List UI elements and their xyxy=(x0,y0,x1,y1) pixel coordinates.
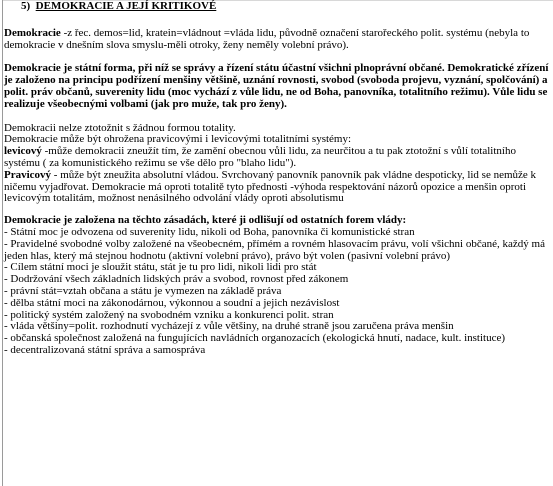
heading-number: 5) xyxy=(21,0,31,12)
principles-lead: Demokracie je založena na těchto zásadách, které ji odlišují od ostatních forem vlády: xyxy=(4,214,407,227)
totality-line-2: Demokracie může být ohrožena pravicovými i levicovými totalitními systémy: xyxy=(4,133,352,146)
section-heading xyxy=(21,1,551,13)
right-wing-text: - může být zneužita absolutní vládou. Svrchovaný panovník panovník pak vládne despoticky, lid se nemůže k ničemu vyjadřovat. Demokracie má oproti totalitě tyto přednosti -výhoda respektování názorů opozice a menšin oproti levicovým totalitám, možnost nenásilného odvolání vlády oproti absolutismu xyxy=(4,168,537,205)
definition-paragraph xyxy=(4,28,551,52)
totality-section xyxy=(4,123,551,206)
principle-item: - Pravidelné svobodné volby založené na všeobecném, přímém a rovném hlasovacím právu, volí všichni občané, každý má jeden hlas, který má stejnou hodnotu (aktivní volební právo), právo být volen (pasivní volební právo) xyxy=(4,237,545,262)
totality-line-1: Demokracii nelze ztotožnit s žádnou formou totality. xyxy=(4,121,236,134)
document-body xyxy=(4,1,551,357)
principle-item: - decentralizovaná státní správa a samospráva xyxy=(4,343,206,356)
principle-item: - Státní moc je odvozena od suverenity lidu, nikoli od Boha, panovníka či komunistické stran xyxy=(4,225,415,238)
principle-item: - Dodržování všech základních lidských práv a svobod, rovnost před zákonem xyxy=(4,273,349,286)
principle-item: - Cílem státní moci je sloužit státu, stát je tu pro lidi, nikoli lidi pro stát xyxy=(4,261,317,274)
principle-item: - vláda většiny=polit. rozhodnutí vycházejí z vůle většiny, na druhé straně jsou zaručena práva menšin xyxy=(4,320,454,333)
principle-item: - občanská společnost založená na fungujících navládních organozacích (ekologická hnutí, nadace, kult. instituce) xyxy=(4,332,506,345)
state-form-paragraph xyxy=(4,63,551,110)
definition-text: -z řec. demos=lid, kratein=vládnout =vláda lidu, původně označení starořeckého polit. systému (nebyla to demokracie v dnešním slova smyslu-měli otroky, ženy neměly volební právo). xyxy=(4,26,530,51)
left-wing-text: -může demokracii zneužít tím, že zamění obecnou vůli lidu, za neurčitou a tu pak ztotožní s vůlí totalitního systému ( za komunistického režimu se vše dělo pro "blaho lidu"). xyxy=(4,145,516,169)
heading-title: DEMOKRACIE A JEJÍ KRITIKOVÉ xyxy=(35,0,217,12)
principle-item: - politický systém založený na svobodném vzniku a konkurenci polit. stran xyxy=(4,308,334,321)
state-form-text: Demokracie je státní forma, při níž se správy a řízení státu účastní všichni plnoprávní občané. Demokratické zřízení je založeno na principu podřízení menšiny většině, uznání rovnosti, svobod (svoboda projevu, vyznání, spolčování) a polit. práv občanů, suverenity lidu (moc vychází z vůle lidu, ne od Boha, panovníka, totalitního režimu). Vůle lidu se realizuje všeobecnými volbami (jak pro muže, tak pro ženy). xyxy=(4,62,549,110)
left-wing-paragraph xyxy=(4,146,551,170)
page-left-border xyxy=(2,0,3,486)
principles-section xyxy=(4,215,551,357)
right-wing-term: Pravicový xyxy=(4,168,52,181)
left-wing-term: levicový xyxy=(4,145,42,158)
definition-term: Demokracie xyxy=(4,26,61,39)
right-wing-paragraph xyxy=(4,170,551,205)
principle-item: - právní stát=vztah občana a státu je vymezen na základě práva xyxy=(4,284,282,297)
principle-item: - dělba státní moci na zákonodárnou, výkonnou a soudní a jejich nezávislost xyxy=(4,296,340,309)
